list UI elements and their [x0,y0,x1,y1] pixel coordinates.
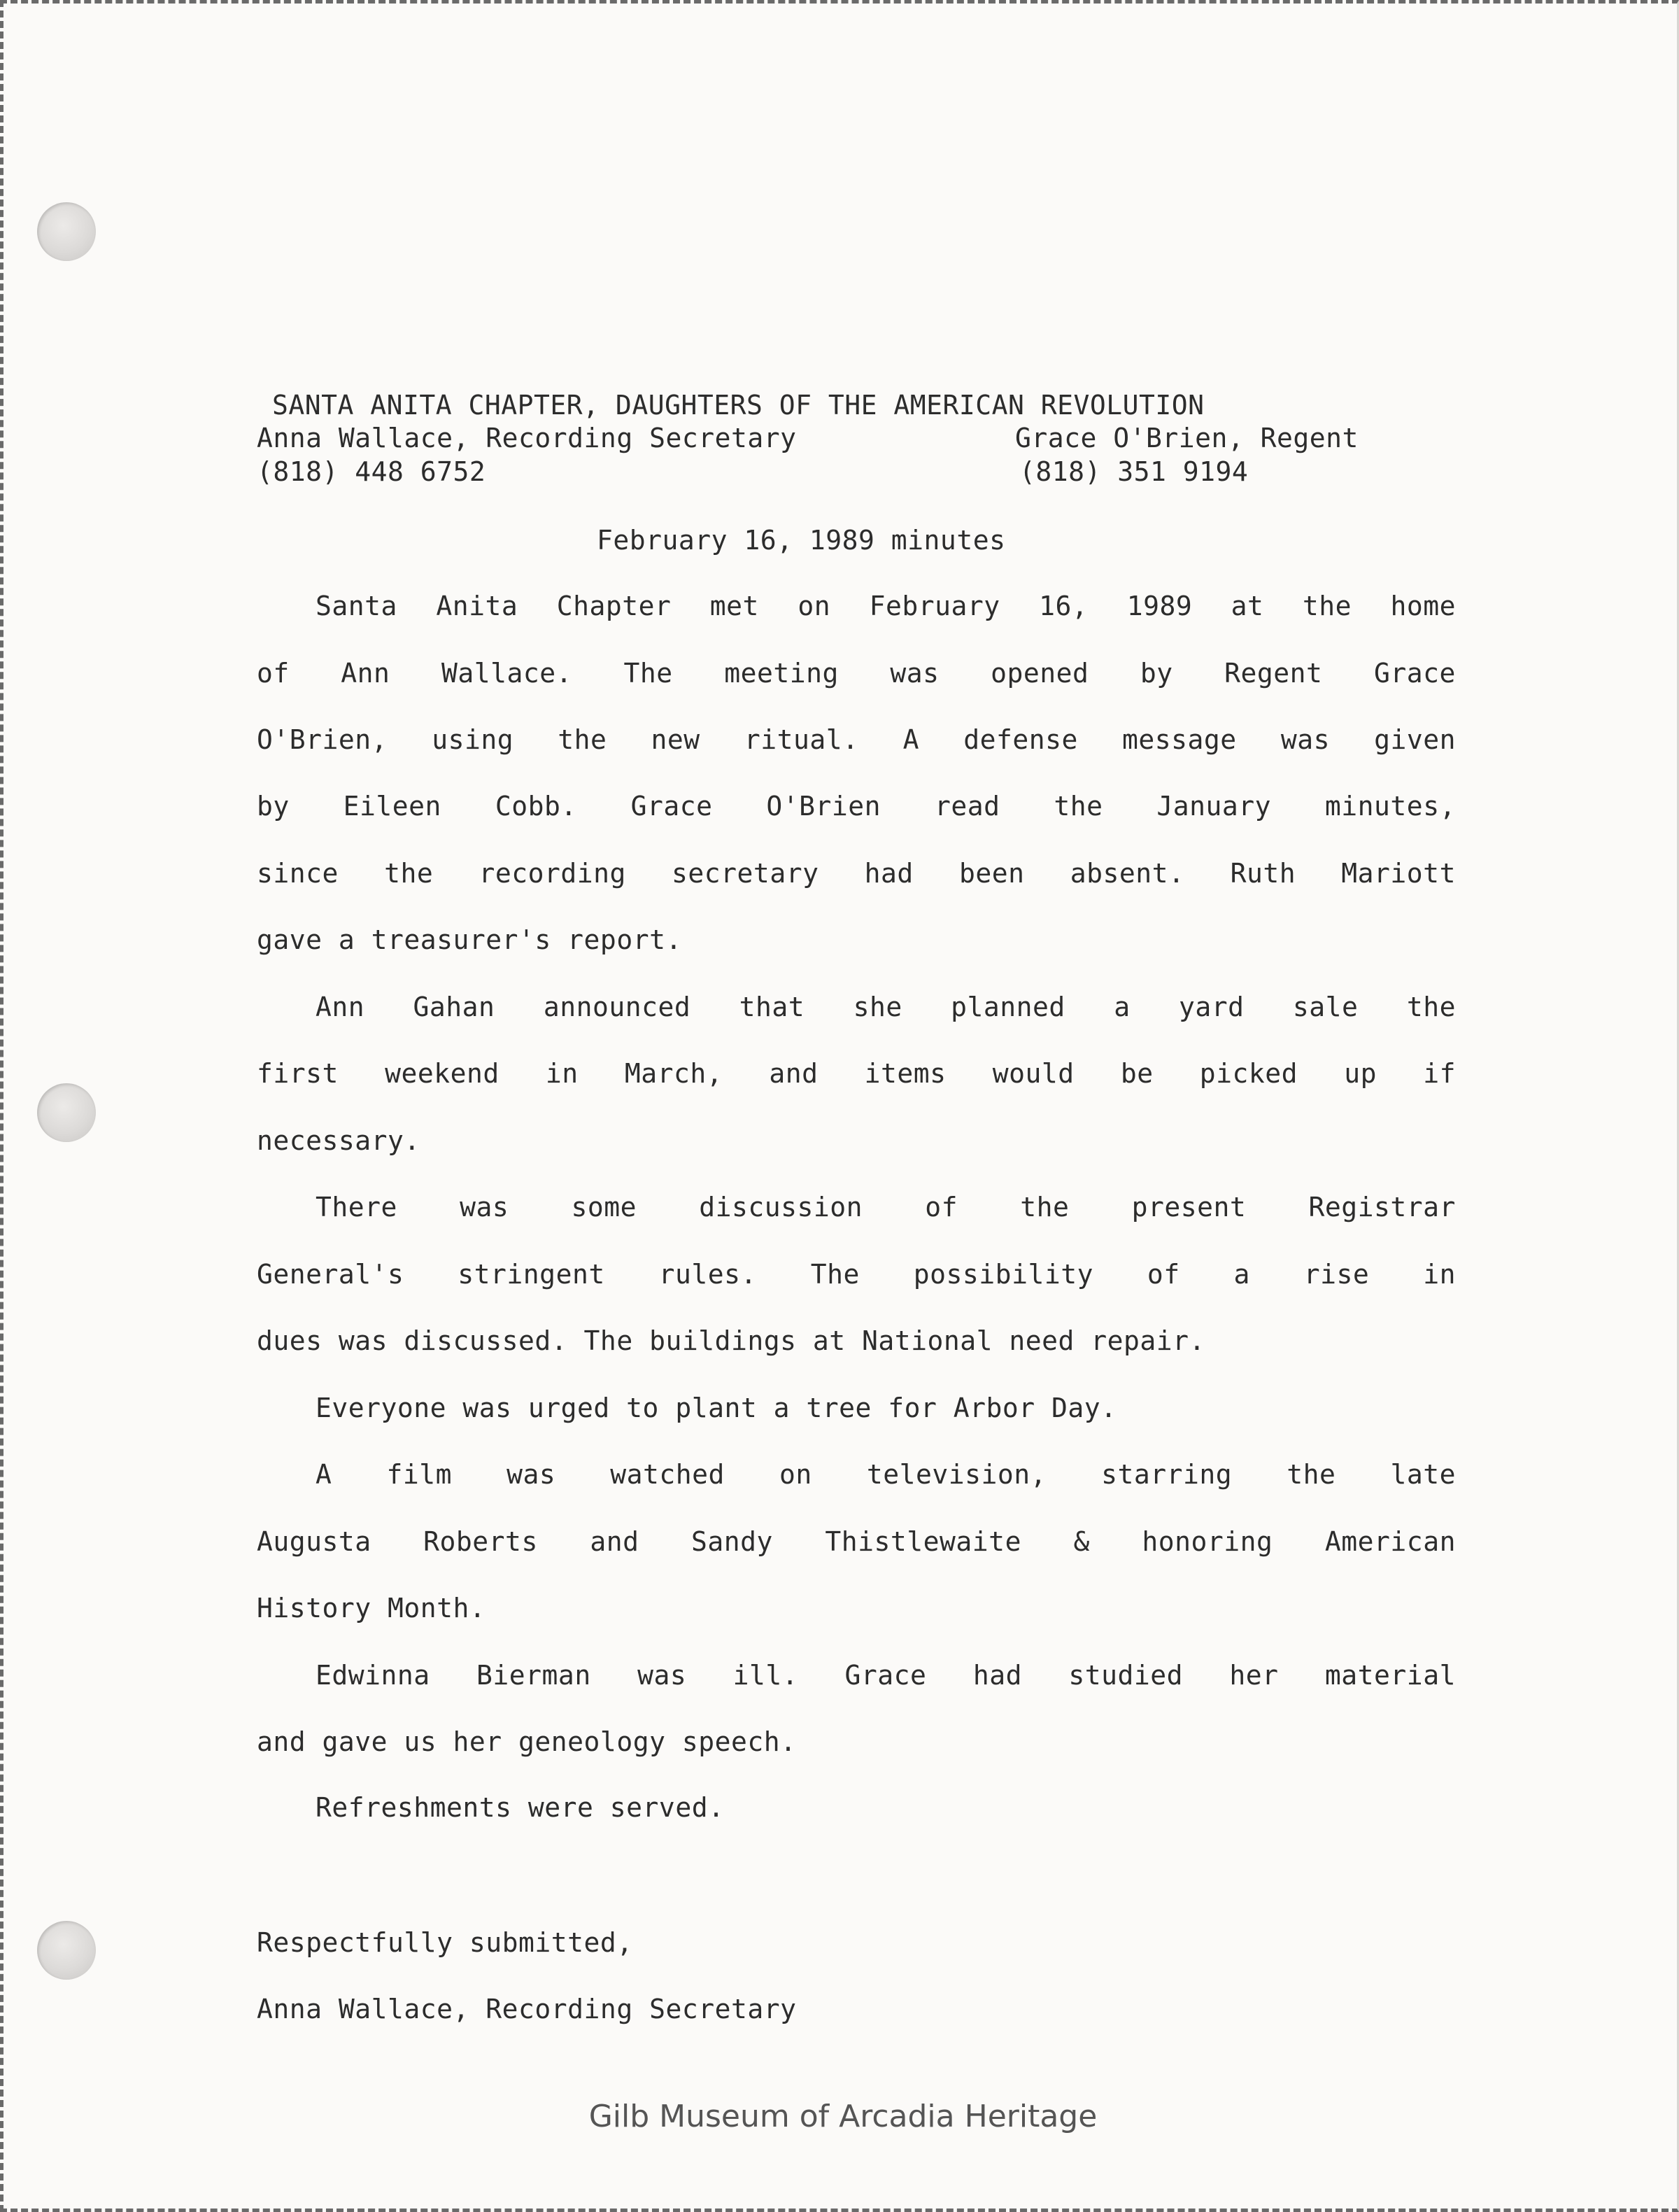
body-line: since the recording secretary had been absent. Ruth Mariott [257,858,1456,889]
body-line: dues was discussed. The buildings at National need repair. [257,1325,1205,1356]
body-line: first weekend in March, and items would be picked up if [257,1058,1456,1089]
minutes-date: February 16, 1989 minutes [597,525,1006,556]
punch-hole-middle [37,1083,96,1142]
body-line: General's stringent rules. The possibility of a rise in [257,1259,1456,1290]
body-line: History Month. [257,1593,486,1623]
regent-name: Grace O'Brien, Regent [1015,423,1359,453]
body-line: gave a treasurer's report. [257,924,682,955]
punch-hole-top [37,202,96,261]
chapter-title: SANTA ANITA CHAPTER, DAUGHTERS OF THE AMERICAN REVOLUTION [272,390,1205,421]
closing-text: Respectfully submitted, [257,1927,633,1958]
punch-hole-bottom [37,1921,96,1980]
museum-watermark: Gilb Museum of Arcadia Heritage [588,2099,1098,2134]
body-line: Santa Anita Chapter met on February 16, 1989 at the home [316,591,1456,621]
secretary-phone: (818) 448 6752 [257,456,486,487]
body-line: There was some discussion of the present Registrar [316,1192,1456,1223]
body-line: Ann Gahan announced that she planned a yard sale the [316,992,1456,1022]
body-line: necessary. [257,1125,420,1156]
body-line: Edwinna Bierman was ill. Grace had studied her material [316,1660,1456,1691]
secretary-name: Anna Wallace, Recording Secretary [257,423,797,453]
body-line: O'Brien, using the new ritual. A defense message was given [257,724,1456,755]
body-line: Everyone was urged to plant a tree for Arbor Day. [316,1393,1117,1423]
body-line: and gave us her geneology speech. [257,1726,797,1757]
body-line: by Eileen Cobb. Grace O'Brien read the January minutes, [257,791,1456,822]
body-line: Augusta Roberts and Sandy Thistlewaite & honoring American [257,1526,1456,1557]
body-line: A film was watched on television, starring the late [316,1459,1456,1490]
regent-phone: (818) 351 9194 [1019,456,1249,487]
body-line: of Ann Wallace. The meeting was opened by Regent Grace [257,658,1456,689]
body-line: Refreshments were served. [316,1792,725,1823]
signature-text: Anna Wallace, Recording Secretary [257,1994,797,2024]
